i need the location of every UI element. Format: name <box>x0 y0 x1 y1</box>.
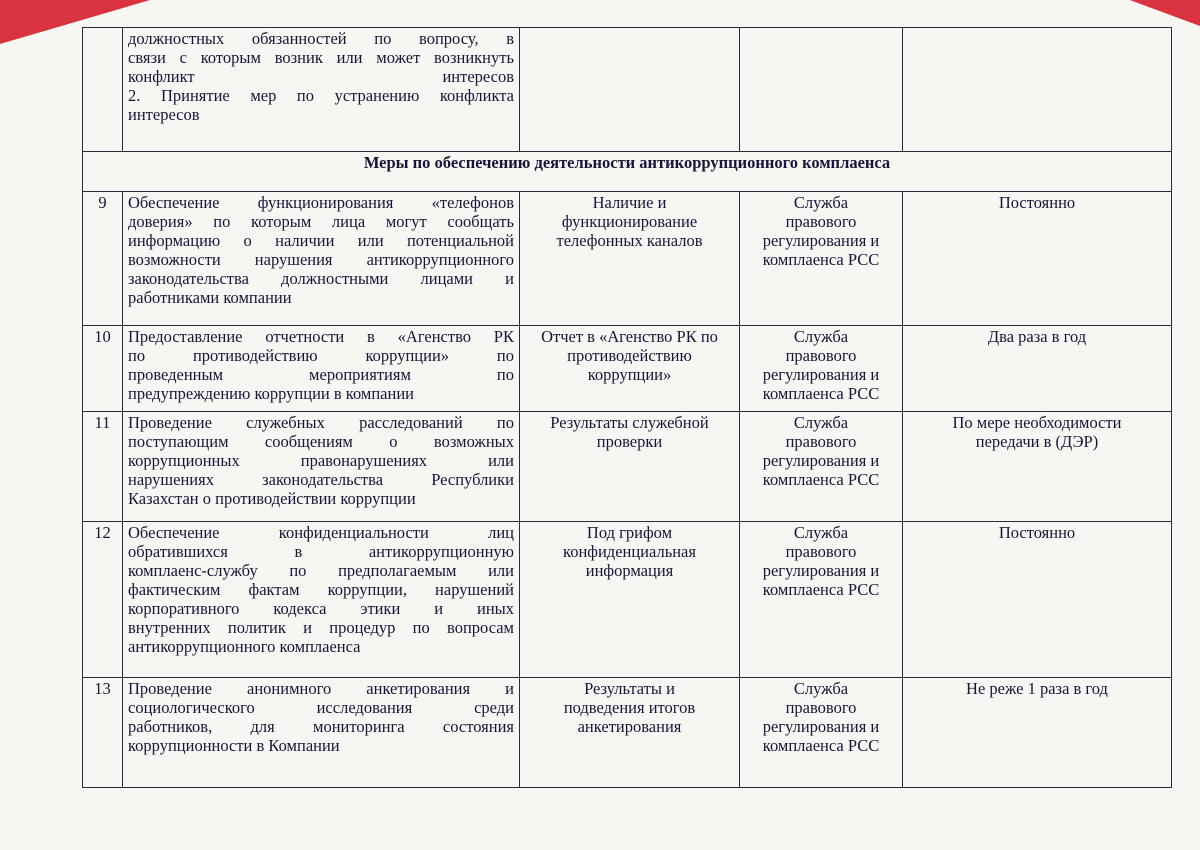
text-line: внутренних политик и процедур по вопросам <box>128 618 514 637</box>
cell-result <box>520 522 740 678</box>
cell-responsible <box>740 192 903 326</box>
text-line: Предоставление отчетности в «Агенство РК <box>128 327 514 346</box>
text-line: обратившихся в антикоррупционную <box>128 542 514 561</box>
text-line: Результаты служебной <box>550 413 709 432</box>
text-line: Служба <box>793 413 849 432</box>
cell-deadline <box>903 522 1172 678</box>
text-line: Служба <box>793 523 849 542</box>
text-line: Отчет в «Агенство РК по <box>541 327 718 346</box>
cell-deadline <box>903 678 1172 788</box>
text-line: проверки <box>596 432 663 451</box>
text-line: законодательства должностными лицами и <box>128 269 514 288</box>
text-line: Обеспечение функционирования «телефонов <box>128 193 514 212</box>
cell-deadline <box>903 192 1172 326</box>
text-line: Казахстан о противодействии коррупции <box>128 489 416 508</box>
text-line: Обеспечение конфиденциальности лиц <box>128 523 514 542</box>
text-line: конфиденциальная <box>563 542 696 561</box>
text-line: работников, для мониторинга состояния <box>128 717 514 736</box>
text-line: коррупционности в Компании <box>128 736 340 755</box>
text-line: коррупционных правонарушениях или <box>128 451 514 470</box>
cell-responsible <box>740 522 903 678</box>
text-line: комплаенса РСС <box>762 250 880 269</box>
text-line: конфликт интересов <box>128 67 514 86</box>
text-line: правового <box>785 346 857 365</box>
cell-responsible <box>740 28 903 152</box>
text-line: информация <box>585 561 674 580</box>
cell-number: 11 <box>83 412 123 522</box>
text-line: подведения итогов <box>563 698 696 717</box>
cell-measure <box>123 28 520 152</box>
text-line: предупреждению коррупции в компании <box>128 384 414 403</box>
cell-measure <box>123 522 520 678</box>
cell-result <box>520 28 740 152</box>
cell-number: 10 <box>83 326 123 412</box>
cell-number <box>83 28 123 152</box>
text-line: интересов <box>128 105 200 124</box>
text-line: по противодействию коррупции» по <box>128 346 514 365</box>
cell-number: 9 <box>83 192 123 326</box>
text-line: регулирования и <box>762 451 880 470</box>
text-line: должностных обязанностей по вопросу, в <box>128 29 514 48</box>
cell-deadline <box>903 326 1172 412</box>
text-line: нарушениях законодательства Республики <box>128 470 514 489</box>
cell-measure <box>123 678 520 788</box>
text-line: комплаенса РСС <box>762 470 880 489</box>
text-line: комплаенса РСС <box>762 580 880 599</box>
table-row <box>83 326 1172 412</box>
cell-measure <box>123 192 520 326</box>
text-line: регулирования и <box>762 365 880 384</box>
table-row-continuation <box>83 28 1172 152</box>
text-line: 2. Принятие мер по устранению конфликта <box>128 86 514 105</box>
text-line: Постоянно <box>998 193 1076 212</box>
text-line: проведенным мероприятиям по <box>128 365 514 384</box>
text-line: Служба <box>793 679 849 698</box>
cell-result <box>520 192 740 326</box>
text-line: Служба <box>793 193 849 212</box>
text-line: Наличие и <box>592 193 667 212</box>
text-line: регулирования и <box>762 717 880 736</box>
measures-table <box>82 27 1172 788</box>
text-line: функционирование <box>561 212 698 231</box>
text-line: связи с которым возник или может возникнуть <box>128 48 514 67</box>
text-line: противодействию <box>567 346 692 365</box>
cell-measure <box>123 412 520 522</box>
text-line: передачи в (ДЭР) <box>975 432 1099 451</box>
text-line: Постоянно <box>998 523 1076 542</box>
text-line: правового <box>785 432 857 451</box>
text-line: комплаенса РСС <box>762 736 880 755</box>
text-line: комплаенс-службу по предполагаемым или <box>128 561 514 580</box>
cell-responsible <box>740 326 903 412</box>
cell-number: 12 <box>83 522 123 678</box>
section-title: Меры по обеспечению деятельности антикоррупционного комплаенса <box>83 152 1172 192</box>
text-line: Два раза в год <box>987 327 1087 346</box>
cell-result <box>520 326 740 412</box>
text-line: Проведение анонимного анкетирования и <box>128 679 514 698</box>
cell-result <box>520 412 740 522</box>
table-row <box>83 522 1172 678</box>
cell-deadline <box>903 412 1172 522</box>
text-line: антикоррупционного комплаенса <box>128 637 361 656</box>
cell-result <box>520 678 740 788</box>
text-line: регулирования и <box>762 231 880 250</box>
text-line: возможности нарушения антикоррупционного <box>128 250 514 269</box>
table-row <box>83 678 1172 788</box>
text-line: регулирования и <box>762 561 880 580</box>
cell-measure <box>123 326 520 412</box>
text-line: доверия» по которым лица могут сообщать <box>128 212 514 231</box>
table-row <box>83 192 1172 326</box>
text-line: работниками компании <box>128 288 292 307</box>
section-header-row <box>83 152 1172 192</box>
text-line: поступающим сообщениям о возможных <box>128 432 514 451</box>
text-line: Проведение служебных расследований по <box>128 413 514 432</box>
text-line: анкетирования <box>577 717 682 736</box>
text-line: информацию о наличии или потенциальной <box>128 231 514 250</box>
text-line: Результаты и <box>584 679 675 698</box>
text-line: По мере необходимости <box>952 413 1122 432</box>
cell-responsible <box>740 678 903 788</box>
table-row <box>83 412 1172 522</box>
text-line: Под грифом <box>586 523 673 542</box>
cell-responsible <box>740 412 903 522</box>
cell-deadline <box>903 28 1172 152</box>
text-line: правового <box>785 212 857 231</box>
text-line: корпоративного кодекса этики и иных <box>128 599 514 618</box>
text-line: телефонных каналов <box>556 231 703 250</box>
text-line: Не реже 1 раза в год <box>966 679 1108 698</box>
text-line: правового <box>785 698 857 717</box>
text-line: социологического исследования среди <box>128 698 514 717</box>
text-line: правового <box>785 542 857 561</box>
text-line: Служба <box>793 327 849 346</box>
text-line: коррупции» <box>587 365 672 384</box>
cell-number: 13 <box>83 678 123 788</box>
text-line: комплаенса РСС <box>762 384 880 403</box>
text-line: фактическим фактам коррупции, нарушений <box>128 580 514 599</box>
